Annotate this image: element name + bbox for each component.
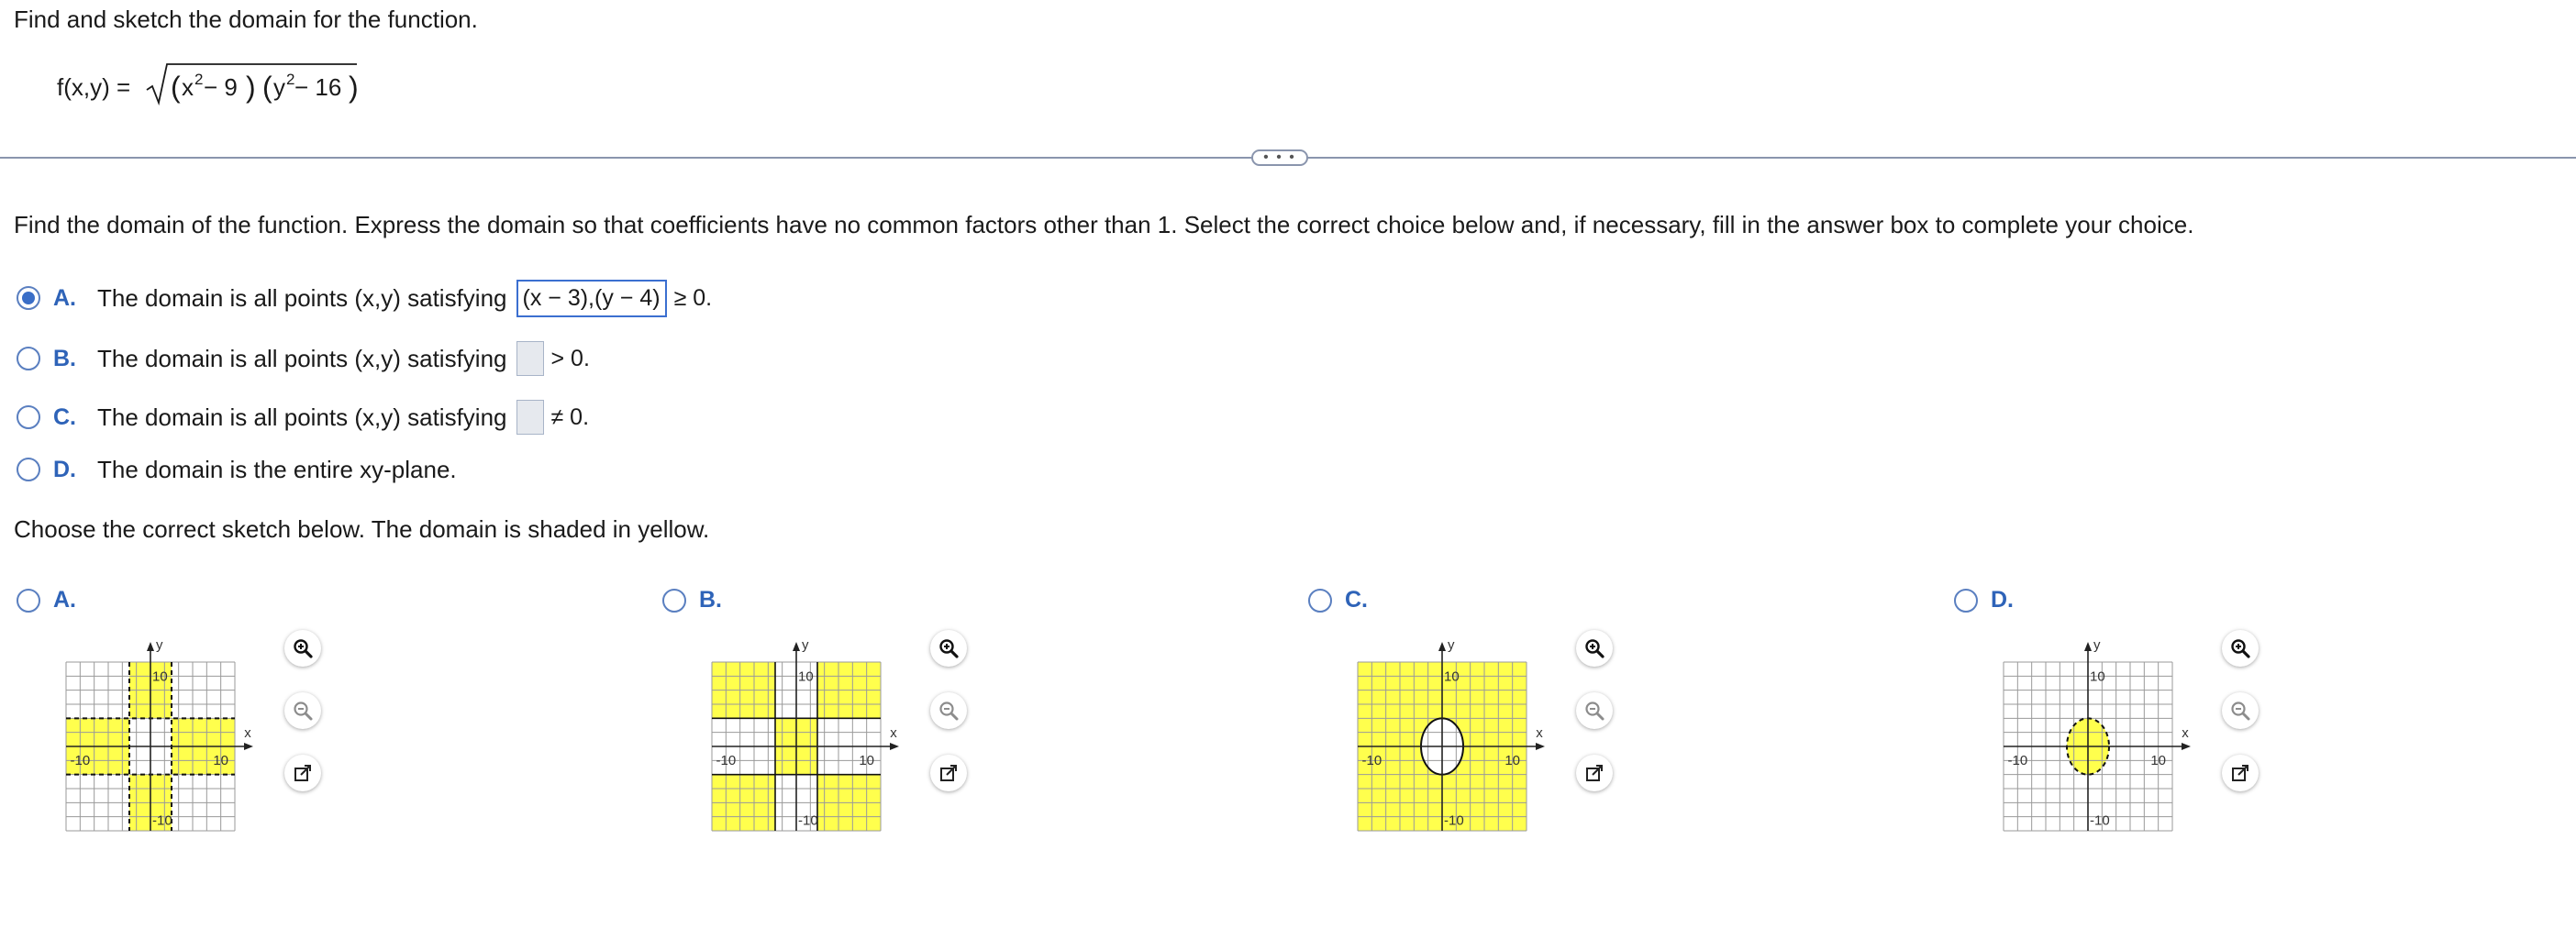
- x-axis-arrow-icon: [890, 743, 899, 750]
- problem-instruction: Find and sketch the domain for the function.: [14, 6, 478, 33]
- tick-label-y-pos: 10: [1444, 668, 1460, 685]
- graph-svg: [55, 627, 257, 847]
- x-axis-label: x: [1536, 725, 1543, 741]
- tick-label-x-pos: 10: [859, 753, 875, 768]
- radio-button[interactable]: [17, 347, 40, 370]
- x-axis-label: x: [244, 725, 251, 741]
- tick-label-y-pos: 10: [2090, 668, 2105, 685]
- graph-svg: [701, 627, 903, 847]
- zoom-in-icon: [938, 637, 960, 659]
- domain-choice-a[interactable]: [17, 278, 712, 318]
- tick-label-y-neg: -10: [1444, 812, 1464, 829]
- radio-button[interactable]: [17, 458, 40, 481]
- paren-close-1: ): [246, 71, 256, 104]
- sketch-choice-b[interactable]: [662, 587, 732, 613]
- choice-text: The domain is all points (x,y) satisfying: [97, 403, 507, 431]
- zoom-in-button[interactable]: [930, 630, 967, 667]
- y-axis-arrow-icon: [147, 642, 154, 651]
- answer-box[interactable]: [516, 341, 544, 376]
- choice-letter: B.: [53, 345, 76, 371]
- choice-inequality: > 0.: [550, 345, 590, 371]
- tick-label-x-neg: -10: [716, 753, 737, 768]
- factor2-exponent: 2: [286, 71, 295, 88]
- x-axis-arrow-icon: [2182, 743, 2191, 750]
- tick-label-x-neg: -10: [70, 753, 91, 768]
- tick-label-x-pos: 10: [1505, 753, 1521, 768]
- tick-label-y-neg: -10: [2090, 812, 2110, 829]
- radio-button[interactable]: [662, 589, 686, 613]
- zoom-in-button[interactable]: [1576, 630, 1613, 667]
- open-external-icon: [293, 763, 313, 783]
- factor1-exponent: 2: [194, 71, 204, 88]
- formula-lhs: f(x,y) =: [57, 73, 131, 101]
- graph-svg: [1993, 627, 2194, 847]
- choice-letter: C.: [53, 403, 76, 430]
- sketch-graph-c: [1347, 627, 1549, 847]
- choice-letter: D.: [53, 456, 76, 482]
- y-axis-arrow-icon: [793, 642, 800, 651]
- zoom-in-button[interactable]: [2222, 630, 2259, 667]
- radio-button[interactable]: [1308, 589, 1332, 613]
- zoom-in-icon: [292, 637, 314, 659]
- x-axis-label: x: [890, 725, 897, 741]
- open-external-button[interactable]: [1576, 755, 1613, 791]
- zoom-out-button[interactable]: [2222, 692, 2259, 729]
- open-external-button[interactable]: [2222, 755, 2259, 791]
- choice-letter: B.: [699, 587, 722, 613]
- sketch-graph-a: [55, 627, 257, 847]
- sketch-choice-a[interactable]: [17, 587, 86, 613]
- radio-dot-icon: [22, 292, 35, 304]
- zoom-in-icon: [1583, 637, 1605, 659]
- tick-label-x-pos: 10: [213, 753, 229, 768]
- sketch-graph-d: [1993, 627, 2194, 847]
- sketch-instruction: Choose the correct sketch below. The domain is shaded in yellow.: [14, 515, 710, 543]
- sketch-choice-c[interactable]: [1308, 587, 1378, 613]
- y-axis-label: y: [802, 637, 809, 653]
- choice-text: The domain is all points (x,y) satisfying: [97, 283, 507, 312]
- open-external-icon: [2230, 763, 2250, 783]
- factor2-rest: − 16: [294, 73, 342, 101]
- zoom-out-button[interactable]: [1576, 692, 1613, 729]
- open-external-icon: [1584, 763, 1604, 783]
- domain-question: Find the domain of the function. Express the domain so that coefficients have no common factors other than 1. Select the correct choice below and, if necessary, fill in the answer box to complete your choice.: [14, 211, 2194, 238]
- y-axis-arrow-icon: [1438, 642, 1446, 651]
- radio-button-selected[interactable]: [17, 286, 40, 310]
- choice-text: The domain is all points (x,y) satisfying: [97, 344, 507, 372]
- answer-box[interactable]: (x − 3),(y − 4): [516, 280, 667, 317]
- radio-button[interactable]: [1954, 589, 1978, 613]
- factor1-rest: − 9: [204, 73, 238, 101]
- zoom-out-icon: [938, 700, 960, 722]
- paren-open-1: (: [171, 71, 181, 104]
- tick-label-y-neg: -10: [798, 812, 818, 829]
- tick-label-x-neg: -10: [1361, 753, 1382, 768]
- y-axis-label: y: [1448, 637, 1455, 653]
- x-axis-arrow-icon: [1536, 743, 1545, 750]
- zoom-out-icon: [292, 700, 314, 722]
- sketch-choice-d[interactable]: [1954, 587, 2024, 613]
- choice-letter: C.: [1345, 587, 1368, 613]
- open-external-icon: [938, 763, 959, 783]
- function-formula: [57, 57, 387, 112]
- choice-inequality: ≠ 0.: [550, 403, 590, 430]
- paren-close-2: ): [349, 71, 359, 104]
- y-axis-label: y: [2093, 637, 2101, 653]
- open-external-button[interactable]: [284, 755, 321, 791]
- y-axis-label: y: [156, 637, 163, 653]
- x-axis-arrow-icon: [244, 743, 253, 750]
- sketch-graph-b: [701, 627, 903, 847]
- tick-label-x-neg: -10: [2007, 753, 2028, 768]
- y-axis-arrow-icon: [2084, 642, 2092, 651]
- radio-button[interactable]: [17, 589, 40, 613]
- zoom-out-icon: [1583, 700, 1605, 722]
- zoom-in-icon: [2229, 637, 2251, 659]
- graph-svg: [1347, 627, 1549, 847]
- choice-letter: A.: [53, 587, 76, 613]
- x-axis-label: x: [2182, 725, 2189, 741]
- zoom-in-button[interactable]: [284, 630, 321, 667]
- choice-text: The domain is the entire xy-plane.: [97, 455, 457, 483]
- answer-box[interactable]: [516, 400, 544, 435]
- domain-choice-c[interactable]: [17, 397, 589, 437]
- paren-open-2: (: [262, 71, 272, 104]
- tick-label-y-pos: 10: [152, 668, 168, 685]
- tick-label-x-pos: 10: [2150, 753, 2167, 768]
- domain-choice-d[interactable]: [17, 449, 457, 490]
- expand-button[interactable]: • • •: [1251, 149, 1308, 166]
- zoom-out-icon: [2229, 700, 2251, 722]
- radio-button[interactable]: [17, 405, 40, 429]
- choice-letter: A.: [53, 284, 76, 311]
- zoom-out-button[interactable]: [930, 692, 967, 729]
- zoom-out-button[interactable]: [284, 692, 321, 729]
- factor2-base: y: [273, 73, 285, 101]
- tick-label-y-neg: -10: [152, 812, 172, 829]
- tick-label-y-pos: 10: [798, 668, 814, 685]
- open-external-button[interactable]: [930, 755, 967, 791]
- choice-inequality: ≥ 0.: [673, 284, 713, 311]
- factor1-base: x: [182, 73, 194, 101]
- domain-choice-b[interactable]: [17, 338, 590, 379]
- choice-letter: D.: [1991, 587, 2014, 613]
